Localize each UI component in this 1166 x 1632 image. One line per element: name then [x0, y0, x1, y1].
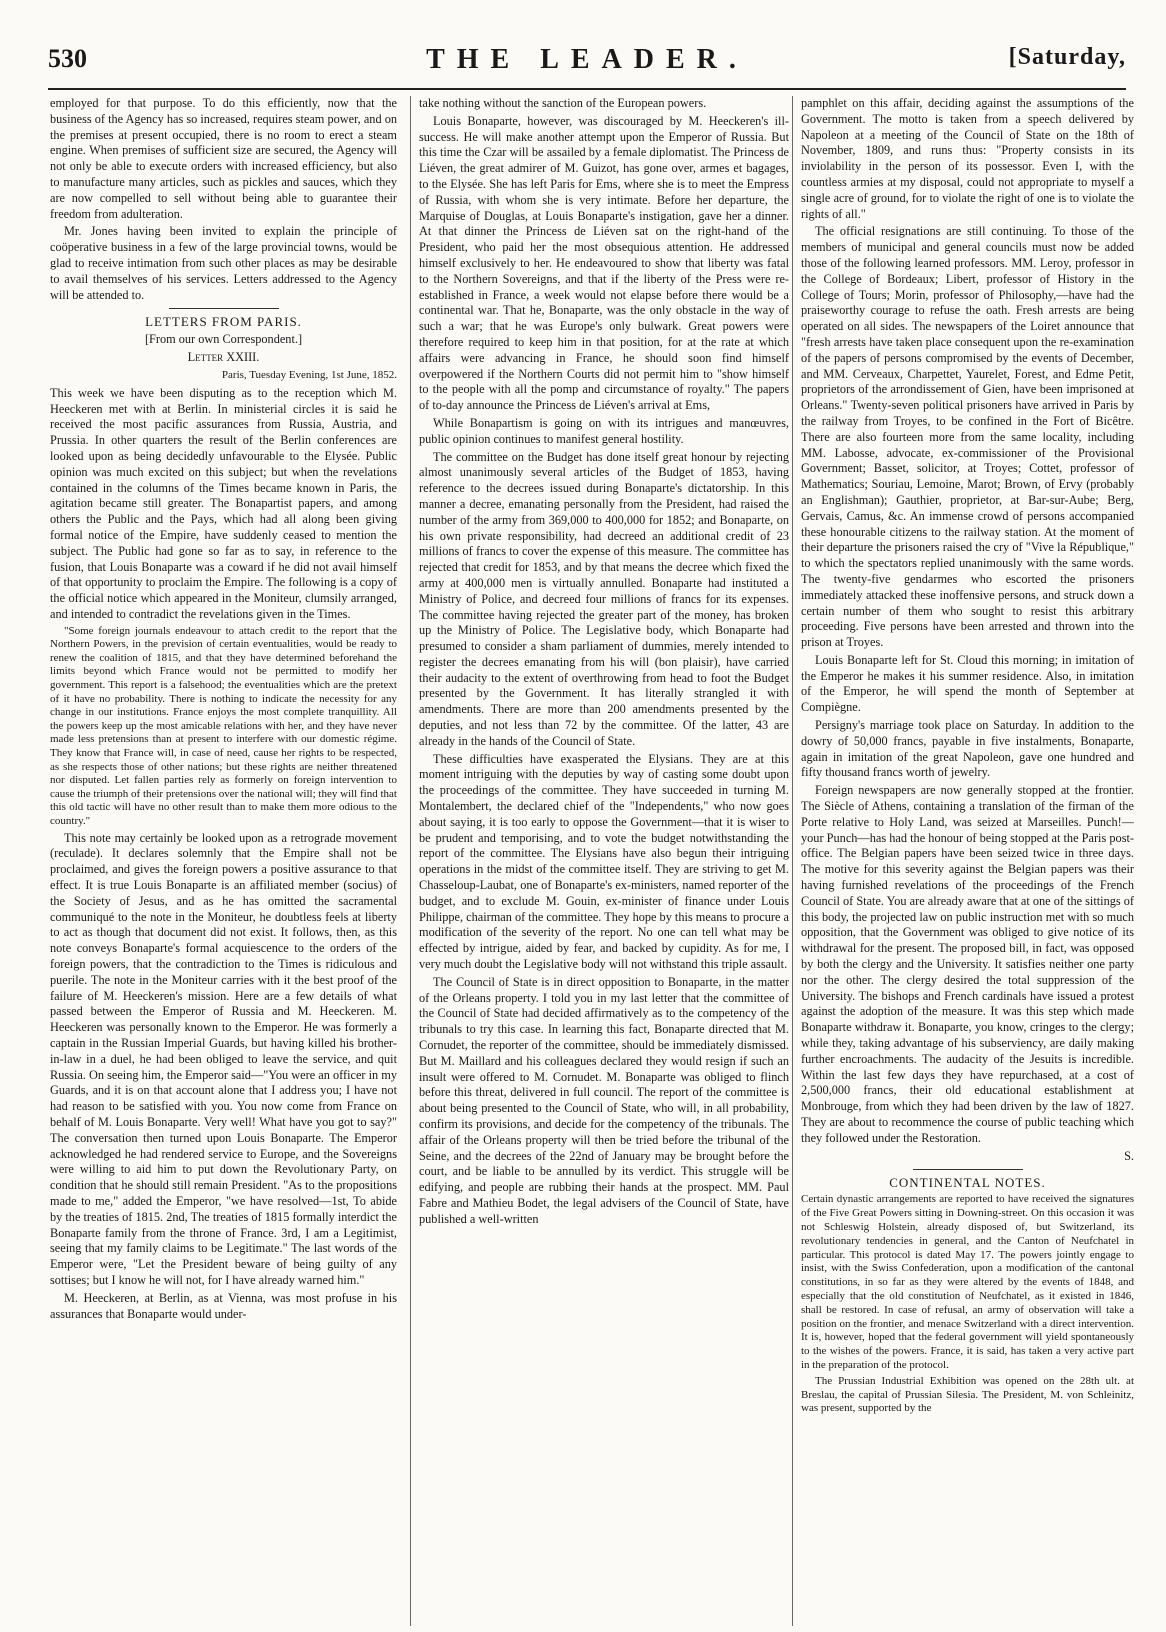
paragraph: These difficulties have exasperated the Elysians. They are at this moment intriguing with the deputies by way of casting some doubt upon the proceedings of the committee. They have succeeded in turning M. Montalembert, the declared chief of the "Independents," who now goes about saying, it is too early to oppose the Government—that it is wiser to be prudent and temporising, and to vote the budget notwithstanding the report of the committee. The Elysians have also begun their intriguing operations in the midst of the committee itself. They are striving to get M. Chasseloup-Laubat, one of Bonaparte's ex-ministers, named reporter of the budget, and to exclude M. Gouin, ex-minister of finance under Louis Philippe, chairman of the committee. They hope by this means to procure a modification of the severity of the report. No one can tell what may be effected by intrigue, aided by fear, and backed by cupidity. As for me, I very much doubt the Legislative body will not withstand this triple assault. [419, 751, 789, 972]
divider [169, 308, 279, 309]
divider [913, 1169, 1023, 1170]
paragraph: This note may certainly be looked upon as a retrograde movement (reculade). It declares solemnly that the Empire shall not be proclaimed, and gives the foreign powers a positive assurance to that effect. It is true Louis Bonaparte is an affiliated member (socius) of the Society of Jesus, and as he has omitted the sacramental communiqué to the note in the Moniteur, he doubtless feels at liberty to act as though that document did not exist. It follows, then, as this note conveys Bonaparte's formal acquiescence to the orders of the foreign powers, that the contradiction to the Times is ridiculous and puerile. The note in the Moniteur carries with it the best proof of the failure of M. Heeckeren's mission. Here are a few details of what passed between the Emperor of Russia and M. Heeckeren. M. Heeckeren was personally known to the Emperor. He was formerly a captain in the Russian Imperial Guards, but having killed his brother-in-law in a duel, he had been obliged to leave the service, and quit Russia. On seeing him, the Emperor said—"You were an officer in my Guards, and it is on that account alone that I address you; I have not had reason to be satisfied with you. You now come from France on behalf of M. Louis Bonaparte. Very well! What have you got to say?" The conversation then turned upon Louis Bonaparte. The Emperor acknowledged he had rendered service to Europe, and the Sovereigns were willing to aid him to put down the Revolutionary Party, on condition that he should still remain President. "As to the propositions made to me," added the Emperor, "we have resolved—1st, To abide by the treaties of 1815. 2nd, The treaties of 1815 formally interdict the Bonaparte family from the throne of France. 3rd, I am a Legitimist, seeing that my family claims to be Legitimate." The last words of the Emperor were, "Let the President beware of being guilty of any sottises; but I know he will not, for I have already warned him." [50, 830, 397, 1287]
issue-day: [Saturday, [1008, 44, 1126, 70]
section-heading: LETTERS FROM PARIS. [145, 314, 302, 330]
paragraph: M. Heeckeren, at Berlin, as at Vienna, was most profuse in his assurances that Bonaparte would under- [50, 1290, 397, 1321]
column-3 [792, 96, 1134, 1626]
paragraph: The Prussian Industrial Exhibition was opened on the 28th ult. at Breslau, the capital of Prussian Silesia. The President, M. von Schleinitz, was present, supported by the [801, 1374, 1134, 1415]
paragraph: Certain dynastic arrangements are reported to have received the signatures of the Five Great Powers sitting in Downing-street. On this occasion it was not Schleswig Holstein, already disposed of, but Switzerland, its revolutionary tendencies in general, and the Canton of Neufchatel in particular. This protocol is dated May 17. The powers jointly engage to insist, with the Swiss Confederation, upon a modification of the cantonal constitutions, in so far as they were altered by the events of 1848, and especially that the old constitution of Neufchatel, as it existed in 1846, shall be restored. In case of refusal, an army of observation will take a position on the frontier, and menace Switzerland with a direct intervention. It is, however, hoped that the federal government will yield spontaneously to the wishes of the powers. France, it is said, has taken a very active part in the preparation of the protocol. [801, 1193, 1134, 1371]
paragraph: pamphlet on this affair, deciding against the assumptions of the Government. The motto is taken from a speech delivered by Napoleon at a meeting of the Council of State on the 18th of November, 1809, and runs thus: "Property consists in its inviolability in the person of its possessor. Even I, with the countless armies at my disposal, could not appropriate to myself a single acre of ground, for to violate the right of one is to violate the rights of all." [801, 96, 1134, 221]
paragraph: The committee on the Budget has done itself great honour by rejecting almost unanimously several articles of the Budget of 1853, having reference to the decrees issued during Bonaparte's dictatorship. In this manner a decree, emanating personally from the President, had raised the number of the army from 369,000 to 400,000 for 1852; and Bonaparte, on his own private responsibility, had decreed an additional credit of 23 millions of francs to cover the expense of this measure. The committee has rejected that credit for 1853, and by that means the decree which fixed the army at 400,000 men is virtually annulled. Bonaparte had instituted a Ministry of Police, and decreed four millions of francs for its expenses. The committee having rejected the greater part of the money, has broken up the Ministry of Police. The Legislative body, which Bonaparte had presumed to consider a sham parliament of dummies, merely intended to register the decrees emanating from his will (bon plaisir), have carried their audacity to the extent of overthrowing from head to foot the Budget presented by the Government. It has literally strangled it with amendments. There are more than 200 amendments presented by the deputies, and not less than 72 by the committee. Of the latter, 43 are already in the hands of the Council of State. [419, 449, 789, 748]
paragraph: The official resignations are still continuing. To those of the members of municipal and general councils must now be added those of the following learned professors. MM. Leroy, professor in the College of Bordeaux; Libert, professor of History in the College of Tours; Morin, professor of Philosophy,—have had the praiseworthy courage to refuse the oath. Fresh arrests are being operated on all sides. The newspapers of the Loiret announce that "fresh arrests have taken place consequent upon the re-examination of the papers of persons compromised by the events of December, and MM. Cerveaux, Charpettet, Yaurelet, Forest, and Edme Petit, proprietors of the arrondissement of Gien, have been imprisoned at Orleans." Twenty-seven political prisoners have arrived in Paris by the railway from Troyes, to be confined in the Fort of Bicêtre. There are also fourteen more from the same locality, including MM. Labosse, advocate, ex-commissioner of the Provisional Government; Basset, solicitor, at Troyes; Cottet, professor of Mathematics; Souriau, Lemoine, Marot; Brown, of Ervy (probably an Englishman); Gauthier, proprietor, at Bar-sur-Aube; Berg, Gervais, Camus, &c. An immense crowd of persons accompanied these honourable citizens to the railway station. At the moment of their departure the prisoners raised the cry of "Vive la République," to which the spectators replied unanimously with the same words. The twenty-five gendarmes who escorted the prisoners immediately attacked these inoffensive persons, and struck down a certain number of them who sought to resist this arbitrary proceeding. Five persons have been arrested and thrown into the prison at Troyes. [801, 224, 1134, 650]
column-1 [50, 96, 397, 1626]
section-subheading: [From our own Correspondent.] [144, 332, 303, 347]
block-quote [50, 625, 397, 829]
paragraph: Mr. Jones having been invited to explain the principle of coöperative business in a few of the large provincial towns, would be glad to receive intimation from such other places as may be desirable to avail themselves of his services. Letters addressed to the Agency will be attended to. [50, 224, 397, 302]
paragraph: take nothing without the sanction of the European powers. [419, 96, 707, 110]
paragraph: Louis Bonaparte left for St. Cloud this morning; in imitation of the Emperor he makes it his summer residence. Also, in imitation of the Emperor, he will spend the month of September at Compiègne. [801, 652, 1134, 715]
paragraph: Persigny's marriage took place on Saturday. In addition to the dowry of 50,000 francs, payable in five instalments, Bonaparte, again in imitation of the great Napoleon, gave one hundred and fifty thousand francs worth of jewelry. [801, 718, 1134, 780]
newspaper-title: THE LEADER. [426, 44, 748, 75]
notes-block [801, 1193, 1134, 1416]
masthead [48, 44, 1126, 90]
letter-number: Letter XXIII. [187, 350, 260, 365]
dateline: Paris, Tuesday Evening, 1st June, 1852. [221, 368, 397, 381]
column-2 [410, 96, 789, 1626]
section-heading: CONTINENTAL NOTES. [889, 1175, 1046, 1191]
paragraph: Louis Bonaparte, however, was discouraged by M. Heeckeren's ill-success. He will make another attempt upon the Emperor of Russia. But this time the Czar will be assailed by a female diplomatist. The Princess de Liéven, the great admirer of M. Guizot, has gone over, armes et bagages, to the Elysée. She has left Paris for Ems, where she is to meet the Empress of Russia, with whom she is very intimate. Before her departure, the Marquise of Douglas, at Louis Bonaparte's instigation, gave her a dinner. At that dinner the Princess de Liéven sat on the right-hand of the President, who paid her the most obsequious attention. He addressed himself exclusively to her. He endeavoured to show that liberty was fatal to the Northern Sovereigns, and that if the liberty of the Press were re-established in France, a week would not elapse before there would be a continental war. That he, Bonaparte, was the only obstacle in the way of such a war; that he was Europe's only bulwark. Great powers were therefore required to keep him in that position, for at the rate at which affairs were advancing in France, he should soon find himself overpowered if the Northern Courts did not permit him to "show himself to the people with all the pomp and circumstance of royalty." The papers of to-day announce the Princess de Liéven's arrival at Ems, [419, 113, 789, 413]
paragraph: While Bonapartism is going on with its intrigues and manœuvres, public opinion continues to manifest general hostility. [419, 415, 789, 446]
paragraph: This week we have been disputing as to the reception which M. Heeckeren met with at Berlin. In ministerial circles it is said he received the most pacific assurances from Russia, Austria, and Prussia. In other quarters the result of the Berlin conferences are looked upon as being decidedly unfavourable to the Elysée. Public opinion was much excited on this subject; but when the revelations contained in the columns of the Times became known in Paris, the agitation became still greater. The Bonapartist papers, and among others the Public and the Pays, which had all along been giving formal notice of the Empire, have suddenly ceased to mention the subject. The Public had gone so far as to say, in reference to the fusion, that Louis Bonaparte was a coward if he did not avail himself of that opportunity to proclaim the Empire. The following is a copy of the official notice which appeared in the Moniteur, clumsily arranged, and intended to contradict the revelations given in the Times. [50, 385, 397, 621]
paragraph: Foreign newspapers are now generally stopped at the frontier. The Siècle of Athens, containing a translation of the firman of the Porte relative to Holy Land, was seized at Marseilles. Punch!—your Punch—has had the honour of being stopped at the Paris post-office. The Belgian papers have been seized twice in three days. The motive for this severity against the Belgian papers was their having furnished revelations of the proceedings of the French Council of State. You are already aware that at one of the sittings of this body, the projected law on public instruction met with so much opposition, that the Government was obliged to give notice of its withdrawal for the present. The proposed bill, in fact, was opposed by both the clergy and the University. It satisfies neither one party nor the other. The clergy desired the total suppression of the University. The bishops and French cardinals have issued a protest against the adoption of the measure. It was this step which made Bonaparte withdraw it. Bonaparte, you know, cringes to the clergy; while they, taking advantage of his subserviency, are daily making further encroachments. The audacity of the Jesuits is incredible. Within the last few days they have repurchased, at a cost of 2,500,000 francs, their old educational establishment at Monbrouge, from which they had been driven by the law of 1827. They are about to recommence the course of public teaching which they followed under the Restoration. [801, 783, 1134, 1145]
paragraph: The Council of State is in direct opposition to Bonaparte, in the matter of the Orleans property. I told you in my last letter that the committee of the Council of State had decided affirmatively as to the competency of the tribunals to try this case. In learning this fact, Bonaparte directed that M. Cornudet, the reporter of the committee, should be immediately dismissed. But M. Maillard and his colleagues declared they would resign if such an insult were offered to M. Cornudet. M. Bonaparte was obliged to flinch before this threat, delivered in full council. The report of the committee is about being presented to the Council of State, who will, in all probability, confirm its provisions, and decide for the competency of the tribunals. The affair of the Orleans property will then be tried before the tribunal of the Seine, and the decrees of the 22nd of January may be brought before the court, and be liable to be annulled by its verdict. This struggle will be edifying, and people are rubbing their hands at the prospect. MM. Paul Fabre and Mathieu Bodet, the legal advisers of the Council of State, have published a well-written [419, 974, 789, 1226]
signature: S. [1124, 1148, 1134, 1163]
page-number: 530 [48, 44, 87, 73]
quote-text: "Some foreign journals endeavour to attach credit to the report that the Northern Powers, in the prevision of certain eventualities, would be ready to renew the coalition of 1815, and that they have determined beforehand the limits beyond which France would not be permitted to modify her government. This report is a falsehood; the eventualities which are the pretext of it have no probability. There is nothing to indicate the necessity for any change in our institutions. France enjoys the most complete tranquillity. All the powers keep up the most amicable relations with her, and they have never made less pretensions than at present to interfere with our domestic régime. They know that France will, in case of need, cause her rights to be respected, as she respects those of other nations; but these rights are neither threatened nor disputed. Let fallen parties rely as formerly on foreign intervention to cause the triumph of their pretensions over the national will; they will find that this old tactic will have no other result than to make them more odious to the country." [50, 624, 397, 828]
paragraph: employed for that purpose. To do this efficiently, now that the business of the Agency has so increased, requires steam power, and on the premises at present occupied, there is no room to erect a steam engine. When premises of sufficient size are secured, the Agency will not only be able to execute orders with increased efficiency, but also to manufacture many articles, such as pickles and sauces, which they are now compelled to sell without being able to guarantee their freedom from adulteration. [50, 96, 397, 221]
